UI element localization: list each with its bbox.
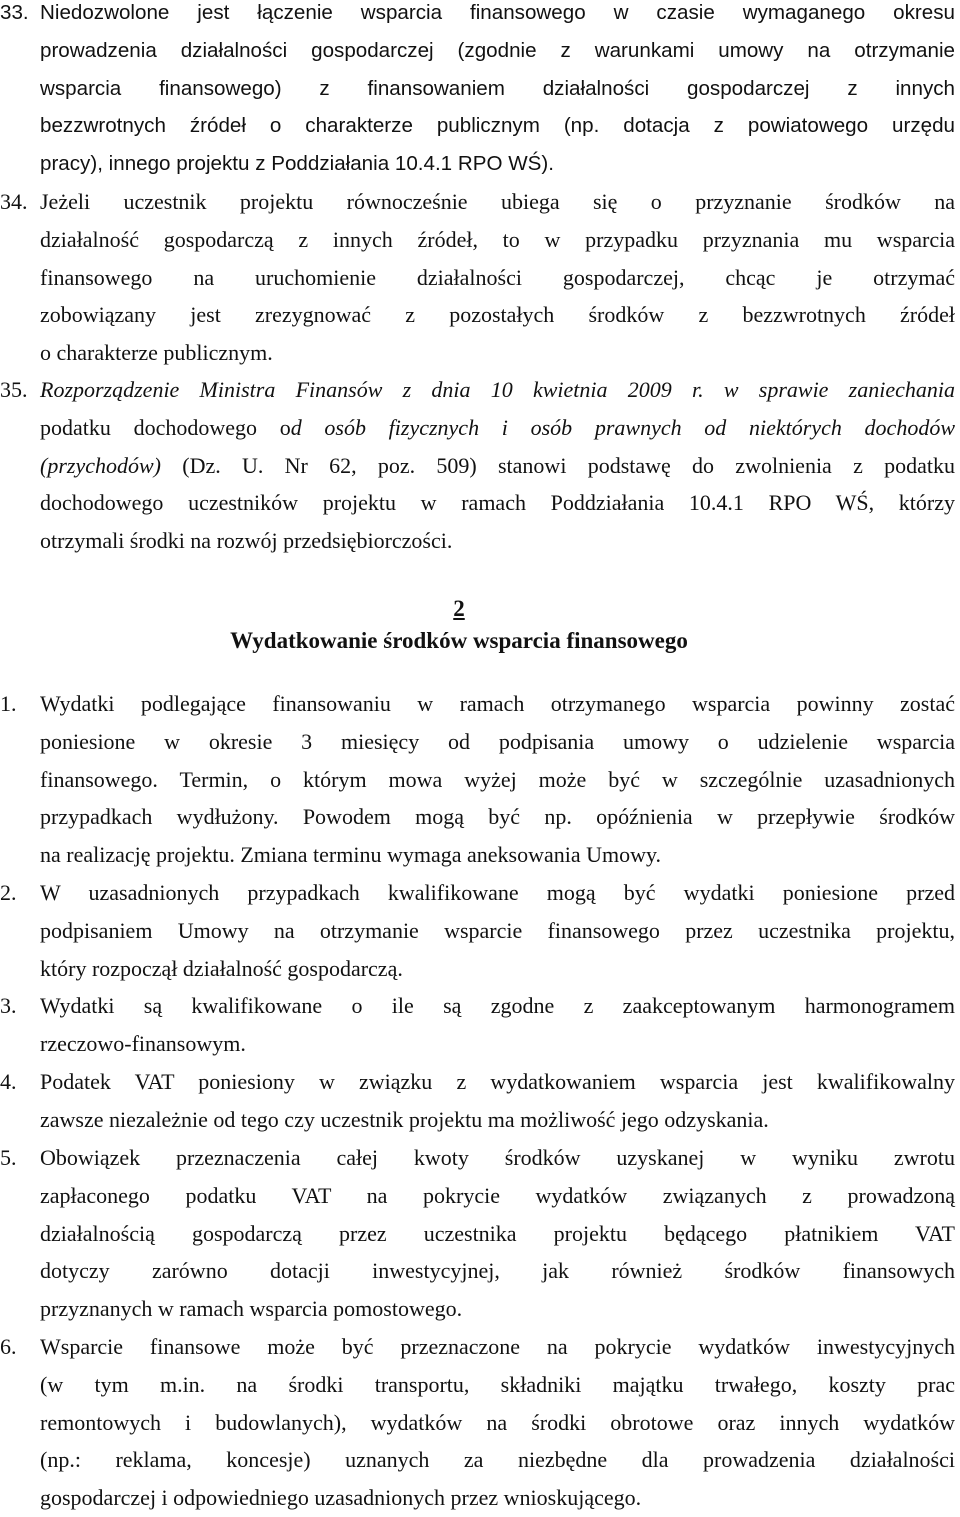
text-line: dochodowego uczestników projektu w ramach Poddziałania 10.4.1 RPO WŚ, którzy xyxy=(40,490,955,516)
text-line: poniesione w okresie 3 miesięcy od podpisania umowy o udzielenie wsparcia xyxy=(40,728,955,754)
text-line: Wydatki podlegające finansowaniu w ramach otrzymanego wsparcia powinny zostać xyxy=(40,691,955,716)
text-line: prowadzenia działalności gospodarczej (zgodnie z warunkami umowy na otrzymanie xyxy=(40,38,955,62)
text-line: Niedozwolone jest łączenie wsparcia finansowego w czasie wymaganego okresu xyxy=(40,1,955,24)
text-line: W uzasadnionych przypadkach kwalifikowane mogą być wydatki poniesione przed xyxy=(40,880,955,905)
text-line xyxy=(40,409,955,447)
text-line: zawsze niezależnie od tego czy uczestnik projektu ma możliwość jego odzyskania. xyxy=(40,1106,769,1132)
text-line: (np.: reklama, koncesje) uznanych za niezbędne dla prowadzenia działalności xyxy=(40,1447,955,1473)
text-line: finansowego. Termin, o którym mowa wyżej może być w szczególnie uzasadnionych xyxy=(40,766,955,792)
item-number: 35. xyxy=(0,377,28,402)
text-run-italic: d osób fizycznych i osób prawnych od niektórych dochodów xyxy=(290,414,955,440)
text-line: bezzwrotnych źródeł o charakterze publicznym (np. dotacja z powiatowego urzędu xyxy=(40,114,955,138)
item-number: 2. xyxy=(0,880,17,905)
item-number: 34. xyxy=(0,189,28,214)
text-line: Jeżeli uczestnik projektu równocześnie ubiega się o przyznanie środków na xyxy=(40,189,955,214)
text-line: działalnością gospodarczą przez uczestnika projektu będącego płatnikiem VAT xyxy=(40,1220,955,1246)
text-line: działalność gospodarczą z innych źródeł, to w przypadku przyznania mu wsparcia xyxy=(40,226,955,252)
text-line: przypadkach wydłużony. Powodem mogą być np. opóźnienia w przepływie środków xyxy=(40,804,955,830)
text-line: zapłaconego podatku VAT na pokrycie wydatków związanych z prowadzoną xyxy=(40,1182,955,1208)
text-line: gospodarczej i odpowiedniego uzasadnionych przez wnioskującego. xyxy=(40,1485,642,1511)
text-line: o charakterze publicznym. xyxy=(40,340,273,366)
text-line: wsparcia finansowego) z finansowaniem działalności gospodarczej z innych xyxy=(40,76,955,100)
text-line: (w tym m.in. na środki transportu, składniki majątku trwałego, koszty prac xyxy=(40,1371,955,1397)
text-line: dotyczy zarówno dotacji inwestycyjnej, jak również środków finansowych xyxy=(40,1258,955,1284)
text-run: podatku dochodowego o xyxy=(40,414,291,440)
text-line: Rozporządzenie Ministra Finansów z dnia 10 kwietnia 2009 r. w sprawie zaniechania xyxy=(40,377,955,402)
section-title: Wydatkowanie środków wsparcia finansowego xyxy=(230,628,688,653)
item-number: 33. xyxy=(0,1,29,24)
text-line: podpisaniem Umowy na otrzymanie wsparcie finansowego przez uczestnika projektu, xyxy=(40,917,955,943)
text-line: zobowiązany jest zrezygnować z pozostałych środków z bezzwrotnych źródeł xyxy=(40,302,955,328)
text-line: na realizację projektu. Zmiana terminu wymaga aneksowania Umowy. xyxy=(40,842,662,868)
item-number: 4. xyxy=(0,1069,17,1094)
text-line: przyznanych w ramach wsparcia pomostowego. xyxy=(40,1296,463,1322)
item-number: 6. xyxy=(0,1334,17,1359)
text-line: Podatek VAT poniesiony w związku z wydatkowaniem wsparcia jest kwalifikowalny xyxy=(40,1069,955,1094)
text-line xyxy=(40,447,955,485)
text-line: remontowych i budowlanych), wydatków na środki obrotowe oraz innych wydatków xyxy=(40,1409,955,1435)
text-run-italic: (przychodów) xyxy=(40,452,161,478)
text-line: Wydatki są kwalifikowane o ile są zgodne z zaakceptowanym harmonogramem xyxy=(40,993,955,1018)
item-number: 3. xyxy=(0,993,17,1018)
section-number: 2 xyxy=(453,596,465,621)
text-run: (Dz. U. Nr 62, poz. 509) stanowi podstawę do zwolnienia z podatku xyxy=(160,452,955,478)
text-line: który rozpoczął działalność gospodarczą. xyxy=(40,955,403,981)
text-line: Wsparcie finansowe może być przeznaczone na pokrycie wydatków inwestycyjnych xyxy=(40,1334,955,1359)
text-line: finansowego na uruchomienie działalności gospodarczej, chcąc je otrzymać xyxy=(40,264,955,290)
item-number: 1. xyxy=(0,691,17,716)
item-number: 5. xyxy=(0,1145,17,1170)
text-line: otrzymali środki na rozwój przedsiębiorczości. xyxy=(40,528,453,554)
text-line: rzeczowo-finansowym. xyxy=(40,1030,246,1056)
text-line: pracy), innego projektu z Poddziałania 10.4.1 RPO WŚ). xyxy=(40,152,554,176)
text-line: Obowiązek przeznaczenia całej kwoty środków uzyskanej w wyniku zwrotu xyxy=(40,1145,955,1170)
